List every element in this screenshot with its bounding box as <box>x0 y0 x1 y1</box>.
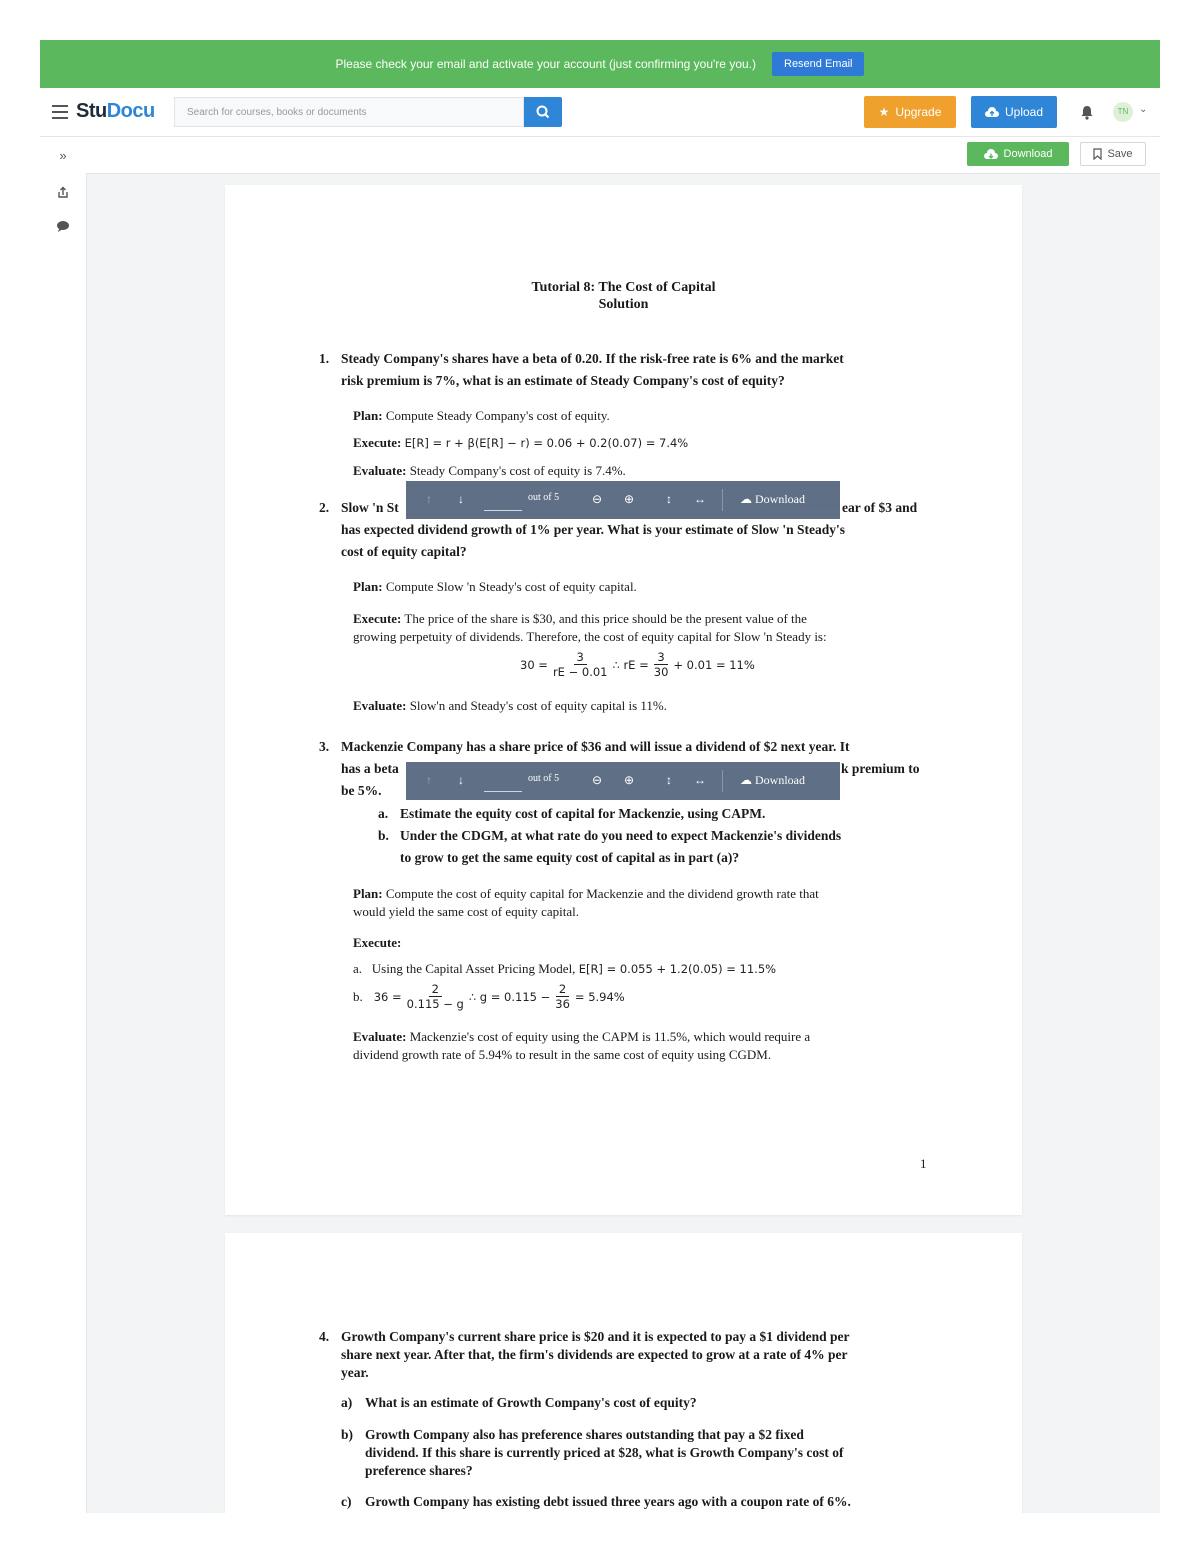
cost-of-equity-equation <box>520 650 755 679</box>
sub-question-text: preference shares? <box>365 1463 473 1478</box>
answer-execute <box>353 434 688 452</box>
sub-question-text: dividend. If this share is currently priced at $28, what is Growth Company's cost of <box>365 1445 844 1460</box>
question-text: cost of equity capital? <box>341 544 467 559</box>
plan-text: would yield the same cost of equity capital. <box>353 904 579 919</box>
search-button[interactable] <box>524 97 562 127</box>
question-text: Slow 'n St <box>341 500 399 515</box>
evaluate-text: Steady Company's cost of equity is 7.4%. <box>409 463 626 478</box>
page-viewer-toolbar <box>406 481 840 519</box>
question-number: 3. <box>319 739 330 754</box>
answer-plan <box>353 407 610 425</box>
page-count-label: out of 5 <box>528 773 560 784</box>
upgrade-label: Upgrade <box>895 105 942 119</box>
resend-email-button[interactable]: Resend Email <box>772 52 864 76</box>
sub-question-text: to grow to get the same equity cost of capital as in part (a)? <box>400 850 740 865</box>
fraction <box>651 650 672 679</box>
question-number: 2. <box>319 500 330 515</box>
page-down-arrow-icon[interactable]: ↓ <box>458 773 464 787</box>
page-down-arrow-icon[interactable]: ↓ <box>458 492 464 506</box>
sub-question-number: b. <box>378 828 389 843</box>
user-avatar[interactable]: TN <box>1113 102 1133 122</box>
question-text: year. <box>341 1365 369 1380</box>
cloud-download-icon: ☁ <box>740 773 752 787</box>
fraction-denominator: 36 <box>555 997 570 1011</box>
plan-label: Plan: <box>353 408 383 423</box>
toolbar-download-label: Download <box>755 492 805 506</box>
plan-text: Compute Slow 'n Steady's cost of equity capital. <box>385 579 637 594</box>
logo-text-part1: Stu <box>76 100 107 122</box>
answer-plan <box>353 885 819 903</box>
page-number-input[interactable] <box>484 771 522 792</box>
execute-label <box>353 934 401 952</box>
question-text: Mackenzie Company has a share price of $36 and will issue a dividend of $2 next year. It <box>341 739 850 754</box>
zoom-out-icon[interactable]: ⊖ <box>592 773 603 787</box>
sub-question-text: Growth Company also has preference shares outstanding that pay a $2 fixed <box>365 1427 804 1442</box>
zoom-in-icon[interactable]: ⊕ <box>624 492 635 506</box>
toolbar-divider <box>722 489 723 511</box>
execute-label: Execute: <box>353 611 402 626</box>
sub-question-number: b) <box>341 1427 354 1442</box>
question-text: Growth Company's current share price is $20 and it is expected to pay a $1 dividend per <box>341 1329 850 1344</box>
star-icon: ★ <box>878 105 890 119</box>
download-button[interactable] <box>967 142 1069 166</box>
app-frame <box>40 40 1160 1513</box>
sub-question-number: c) <box>341 1494 352 1509</box>
fit-height-icon[interactable]: ↕ <box>666 773 672 787</box>
question-text: k premium to <box>841 761 920 776</box>
chevron-down-icon[interactable]: ⌄ <box>1139 104 1148 115</box>
execute-equation: E[R] = r + β(E[R] − r) = 0.06 + 0.2(0.07) = 7.4% <box>404 436 689 450</box>
search-input[interactable]: Search for courses, books or documents <box>174 97 524 127</box>
execute-label-text: Execute: <box>353 935 402 950</box>
fraction <box>552 982 573 1011</box>
bookmark-icon <box>1093 148 1102 160</box>
execute-part-a <box>353 960 776 978</box>
fit-height-icon[interactable]: ↕ <box>666 492 672 506</box>
evaluate-text: dividend growth rate of 5.94% to result in the same cost of equity using CGDM. <box>353 1047 772 1062</box>
eq-rhs: + 0.01 = 11% <box>673 657 755 672</box>
fraction-numerator: 2 <box>429 982 442 997</box>
fraction-denominator: rE − 0.01 <box>552 665 608 679</box>
answer-evaluate <box>353 462 626 480</box>
evaluate-label: Evaluate: <box>353 1029 407 1044</box>
search-icon <box>524 97 562 127</box>
document-page-2 <box>225 1233 1022 1513</box>
toolbar-download-button[interactable] <box>740 492 805 507</box>
question-text: risk premium is 7%, what is an estimate of Steady Company's cost of equity? <box>341 373 785 388</box>
fraction-denominator: 0.115 − g <box>406 997 464 1011</box>
page-viewer-toolbar <box>406 762 840 800</box>
document-action-bar <box>86 137 1160 174</box>
zoom-in-icon[interactable]: ⊕ <box>624 773 635 787</box>
share-icon[interactable] <box>40 186 86 202</box>
list-marker: a. <box>353 961 363 976</box>
answer-execute <box>353 610 807 628</box>
fraction <box>550 650 611 679</box>
toolbar-download-button[interactable] <box>740 773 805 788</box>
top-navbar <box>40 88 1160 137</box>
cdgm-equation <box>353 982 625 1011</box>
answer-evaluate <box>353 697 667 715</box>
execute-text: growing perpetuity of dividends. Therefore, the cost of equity capital for Slow 'n Steady is: <box>353 629 827 644</box>
toolbar-download-label: Download <box>755 773 805 787</box>
evaluate-text: Slow'n and Steady's cost of equity capital is 11%. <box>409 698 668 713</box>
download-label: Download <box>1003 148 1053 160</box>
eq-mid: ∴ rE = <box>612 657 649 672</box>
cloud-upload-icon <box>985 107 999 118</box>
question-text: be 5%. <box>341 783 382 798</box>
cloud-download-icon <box>984 149 998 160</box>
comment-icon[interactable] <box>40 220 86 235</box>
upload-button[interactable] <box>971 96 1057 128</box>
evaluate-label: Evaluate: <box>353 698 407 713</box>
left-rail <box>40 137 87 1513</box>
execute-label: Execute: <box>353 435 402 450</box>
save-button[interactable] <box>1080 142 1146 166</box>
page-number: 1 <box>920 1156 927 1171</box>
fraction-numerator: 3 <box>574 650 587 665</box>
evaluate-label: Evaluate: <box>353 463 407 478</box>
upgrade-button[interactable] <box>864 96 956 128</box>
upload-label: Upload <box>1004 105 1044 119</box>
cloud-download-icon: ☁ <box>740 492 752 506</box>
zoom-out-icon[interactable]: ⊖ <box>592 492 603 506</box>
menu-icon[interactable] <box>52 105 68 123</box>
page-count-label: out of 5 <box>528 492 560 503</box>
answer-evaluate <box>353 1028 810 1046</box>
plan-label: Plan: <box>353 579 383 594</box>
answer-plan <box>353 578 637 596</box>
plan-text: Compute the cost of equity capital for Mackenzie and the dividend growth rate that <box>385 886 819 901</box>
doc-title: Tutorial 8: The Cost of Capital <box>531 280 716 295</box>
execute-text: Using the Capital Asset Pricing Model, <box>371 961 576 976</box>
eq-mid: ∴ g = 0.115 − <box>468 989 551 1004</box>
question-text: has a beta <box>341 761 399 776</box>
question-number: 1. <box>319 351 330 366</box>
bell-icon[interactable] <box>1080 105 1094 120</box>
capm-equation: E[R] = 0.055 + 1.2(0.05) = 11.5% <box>578 962 777 976</box>
plan-label: Plan: <box>353 886 383 901</box>
fraction-denominator: 30 <box>653 665 669 679</box>
question-text: Steady Company's shares have a beta of 0.20. If the risk-free rate is 6% and the market <box>341 351 844 366</box>
sub-question-number: a) <box>341 1395 353 1410</box>
sub-question-text: Growth Company has existing debt issued three years ago with a coupon rate of 6%. <box>365 1494 851 1509</box>
toolbar-divider <box>722 770 723 792</box>
sub-question-text: What is an estimate of Growth Company's cost of equity? <box>365 1395 697 1410</box>
question-number: 4. <box>319 1329 330 1344</box>
plan-text: Compute Steady Company's cost of equity. <box>385 408 610 423</box>
question-text: share next year. After that, the firm's dividends are expected to grow at a rate of 4% per <box>341 1347 848 1362</box>
fraction <box>404 982 467 1011</box>
eq-rhs: = 5.94% <box>574 989 625 1004</box>
question-text: has expected dividend growth of 1% per year. What is your estimate of Slow 'n Steady's <box>341 522 846 537</box>
page-number-input[interactable] <box>484 490 522 511</box>
eq-lhs: 30 = <box>520 657 548 672</box>
fraction-numerator: 2 <box>556 982 569 997</box>
eq-lhs: 36 = <box>373 989 402 1004</box>
doc-subtitle: Solution <box>598 297 649 312</box>
logo-text-part2: Docu <box>106 100 155 122</box>
fraction-numerator: 3 <box>654 650 667 665</box>
evaluate-text: Mackenzie's cost of equity using the CAPM is 11.5%, which would require a <box>409 1029 811 1044</box>
studocu-logo[interactable] <box>76 100 155 123</box>
document-page-1 <box>225 185 1022 1215</box>
page-up-arrow-icon[interactable]: ↑ <box>426 492 432 506</box>
fit-width-icon[interactable]: ↔ <box>694 492 706 506</box>
sub-question-text: Under the CDGM, at what rate do you need to expect Mackenzie's dividends <box>400 828 842 843</box>
expand-sidebar-icon[interactable]: » <box>59 148 67 163</box>
banner-message: Please check your email and activate your account (just confirming you're you.) <box>335 57 756 71</box>
save-label: Save <box>1107 148 1133 160</box>
list-marker: b. <box>353 988 363 1004</box>
sub-question-number: a. <box>378 806 389 821</box>
execute-text: The price of the share is $30, and this price should be the present value of the <box>404 611 807 626</box>
question-text: ear of $3 and <box>842 500 918 515</box>
fit-width-icon[interactable]: ↔ <box>694 773 706 787</box>
activation-banner <box>40 40 1160 88</box>
sub-question-text: Estimate the equity cost of capital for Mackenzie, using CAPM. <box>400 806 766 821</box>
page-up-arrow-icon[interactable]: ↑ <box>426 773 432 787</box>
